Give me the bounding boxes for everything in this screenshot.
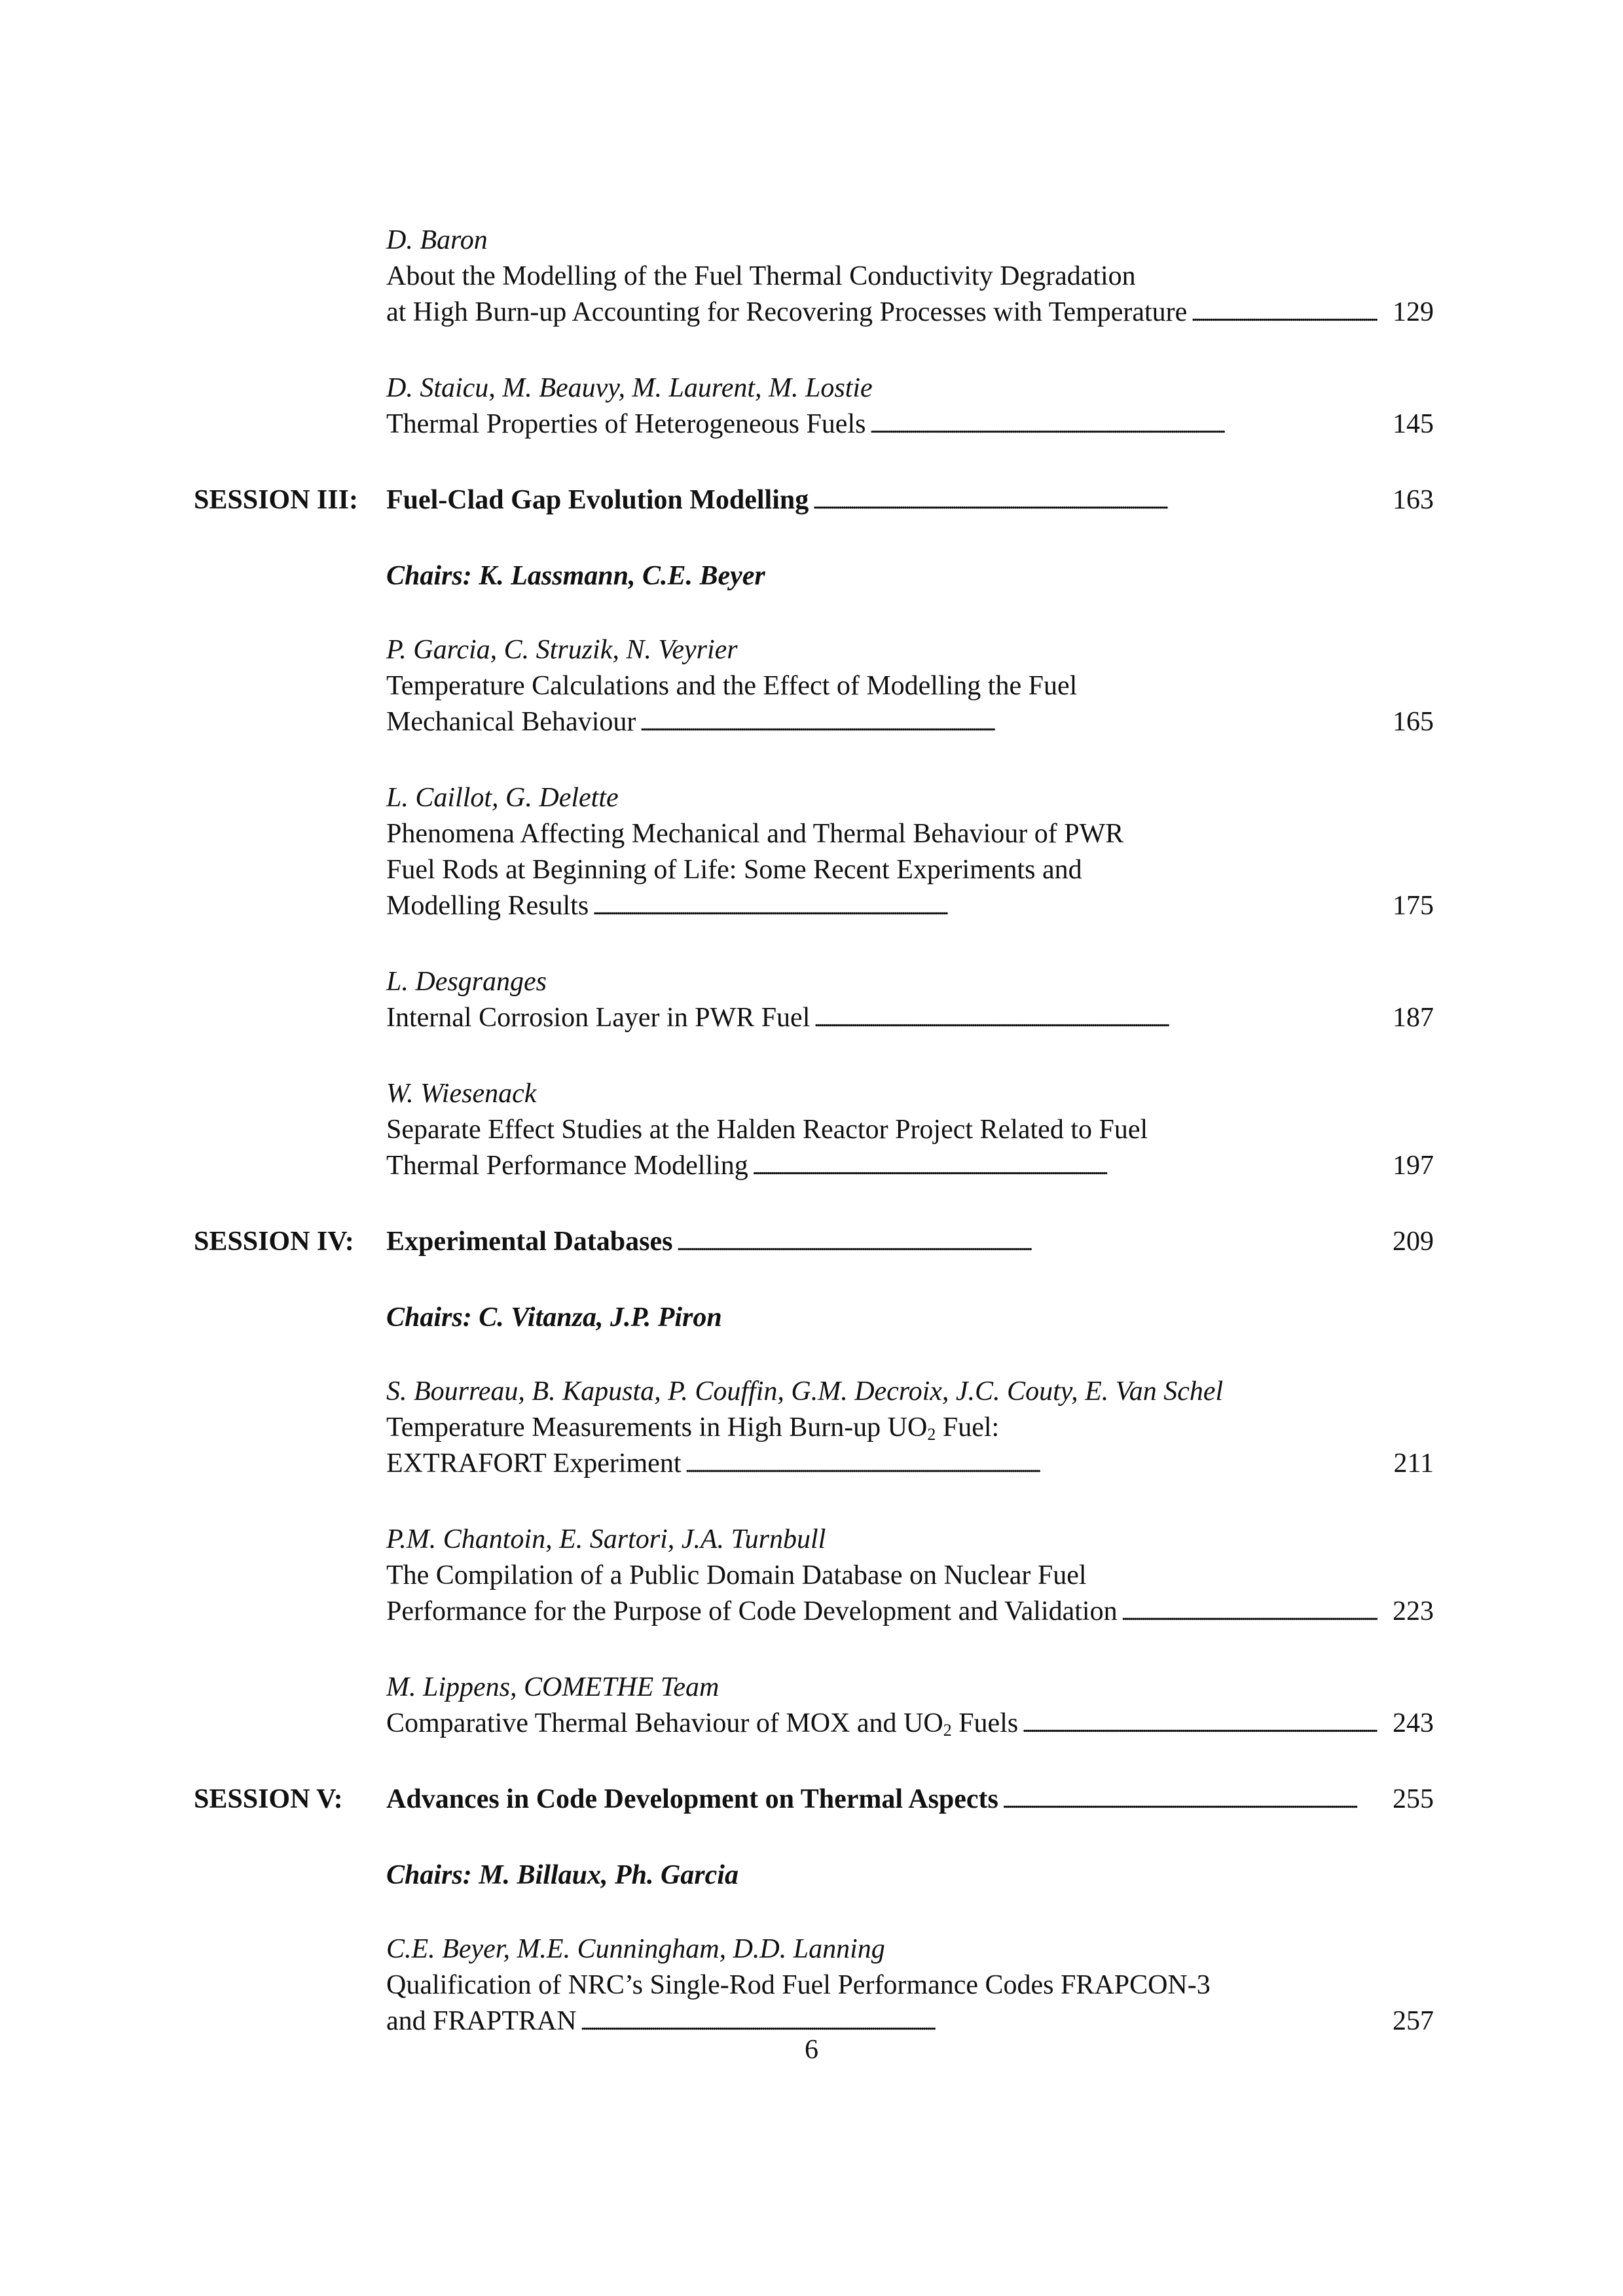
entry-leader-line	[386, 1446, 1434, 1484]
page-number: 6	[805, 2035, 818, 2065]
entry-leader-line	[386, 1000, 1434, 1038]
entry-title-line: Qualification of NRC’s Single-Rod Fuel Performance Codes FRAPCON-3	[386, 1970, 1211, 2000]
entry-page-number: 257	[1393, 2006, 1434, 2036]
toc-entry	[386, 1931, 1434, 2041]
entry-page-number: 243	[1393, 1708, 1434, 1738]
dot-leader	[593, 888, 1377, 926]
entry-authors: C.E. Beyer, M.E. Cunningham, D.D. Lanning	[386, 1934, 885, 1964]
title-text: Fuels	[951, 1708, 1019, 1738]
entry-authors: P.M. Chantoin, E. Sartori, J.A. Turnbull	[386, 1524, 826, 1554]
entry-title-line: About the Modelling of the Fuel Thermal Conductivity Degradation	[386, 261, 1136, 291]
entry-authors: P. Garcia, C. Struzik, N. Veyrier	[386, 635, 738, 665]
entry-authors: L. Caillot, G. Delette	[386, 783, 619, 813]
entry-leader-line	[386, 704, 1434, 742]
entry-title-last: EXTRAFORT Experiment	[386, 1448, 682, 1479]
session-label: SESSION V:	[194, 1784, 343, 1814]
entry-title-last: at High Burn-up Accounting for Recovering Processes with Temperature	[386, 297, 1188, 327]
entry-title-last: Modelling Results	[386, 891, 589, 921]
toc-entry	[386, 632, 1434, 742]
entry-page-number: 211	[1393, 1448, 1434, 1479]
dot-leader	[1122, 1594, 1377, 1632]
entry-leader-line	[386, 1594, 1434, 1632]
session-chairs: Chairs: C. Vitanza, J.P. Piron	[386, 1302, 722, 1333]
session-title: Fuel-Clad Gap Evolution Modelling	[386, 485, 809, 515]
entry-title-last: and FRAPTRAN	[386, 2006, 577, 2036]
session-title-line	[386, 482, 1434, 520]
title-text: Comparative Thermal Behaviour of MOX and UO	[386, 1708, 943, 1738]
dot-leader	[1191, 295, 1377, 332]
entry-leader-line	[386, 1706, 1434, 1744]
entry-leader-line	[386, 888, 1434, 926]
dot-leader	[640, 704, 1377, 742]
session-label: SESSION IV:	[194, 1227, 354, 1257]
entry-title-line: Phenomena Affecting Mechanical and Thermal Behaviour of PWR	[386, 819, 1124, 849]
entry-title-line: Temperature Calculations and the Effect of Modelling the Fuel	[386, 671, 1078, 701]
dot-leader	[869, 406, 1377, 444]
table-of-contents	[0, 223, 1623, 2079]
session-chairs: Chairs: M. Billaux, Ph. Garcia	[386, 1860, 739, 1890]
title-text: Fuel:	[936, 1412, 1000, 1443]
dot-leader	[1002, 1782, 1377, 1820]
entry-page-number: 165	[1393, 707, 1434, 737]
entry-title-last: Thermal Properties of Heterogeneous Fuels	[386, 409, 866, 439]
entry-page-number: 145	[1393, 409, 1434, 439]
session-heading	[0, 482, 1623, 520]
entry-leader-line	[386, 295, 1434, 332]
entry-title-last: Performance for the Purpose of Code Development and Validation	[386, 1596, 1118, 1626]
dot-leader	[1022, 1706, 1377, 1744]
entry-leader-line	[386, 406, 1434, 444]
toc-entry	[386, 964, 1434, 1038]
entry-title-last: Thermal Performance Modelling	[386, 1151, 748, 1181]
dot-leader	[676, 1224, 1377, 1262]
session-title-line	[386, 1224, 1434, 1262]
session-page-number: 255	[1393, 1784, 1434, 1814]
entry-authors: S. Bourreau, B. Kapusta, P. Couffin, G.M. Decroix, J.C. Couty, E. Van Schel	[386, 1376, 1224, 1407]
toc-entry	[386, 1076, 1434, 1186]
entry-title-line	[386, 1410, 1434, 1446]
session-title-line	[386, 1782, 1434, 1820]
subscript: 2	[927, 1425, 936, 1444]
dot-leader	[752, 1148, 1377, 1186]
entry-authors: D. Baron	[386, 225, 488, 255]
entry-page-number: 175	[1393, 891, 1434, 921]
dot-leader	[812, 482, 1377, 520]
entry-authors: W. Wiesenack	[386, 1079, 537, 1109]
session-heading	[0, 1224, 1623, 1262]
session-title: Experimental Databases	[386, 1227, 673, 1257]
entry-title-last: Mechanical Behaviour	[386, 707, 636, 737]
entry-title-last	[386, 1706, 1018, 1742]
subscript: 2	[943, 1721, 952, 1740]
session-chairs: Chairs: K. Lassmann, C.E. Beyer	[386, 561, 765, 591]
dot-leader	[814, 1000, 1377, 1038]
session-label: SESSION III:	[194, 485, 358, 515]
entry-title-line: Fuel Rods at Beginning of Life: Some Recent Experiments and	[386, 855, 1082, 885]
entry-authors: M. Lippens, COMETHE Team	[386, 1672, 720, 1702]
toc-entry	[386, 370, 1434, 444]
toc-entry	[386, 780, 1434, 926]
entry-page-number: 223	[1393, 1596, 1434, 1626]
toc-entry	[386, 1374, 1434, 1484]
entry-leader-line	[386, 1148, 1434, 1186]
session-heading	[0, 1782, 1623, 1820]
title-text: Temperature Measurements in High Burn-up UO	[386, 1412, 928, 1443]
entry-page-number: 197	[1393, 1151, 1434, 1181]
toc-entry	[386, 1670, 1434, 1744]
session-title: Advances in Code Development on Thermal Aspects	[386, 1784, 998, 1814]
session-page-number: 163	[1393, 485, 1434, 515]
session-page-number: 209	[1393, 1227, 1434, 1257]
entry-title-line: The Compilation of a Public Domain Database on Nuclear Fuel	[386, 1560, 1087, 1590]
entry-title-last: Internal Corrosion Layer in PWR Fuel	[386, 1003, 811, 1033]
entry-authors: D. Staicu, M. Beauvy, M. Laurent, M. Lostie	[386, 373, 873, 403]
entry-authors: L. Desgranges	[386, 967, 547, 997]
toc-entry	[386, 1522, 1434, 1632]
entry-page-number: 129	[1393, 297, 1434, 327]
entry-page-number: 187	[1393, 1003, 1434, 1033]
toc-entry	[386, 223, 1434, 332]
dot-leader	[685, 1446, 1378, 1484]
entry-title-line: Separate Effect Studies at the Halden Reactor Project Related to Fuel	[386, 1115, 1148, 1145]
